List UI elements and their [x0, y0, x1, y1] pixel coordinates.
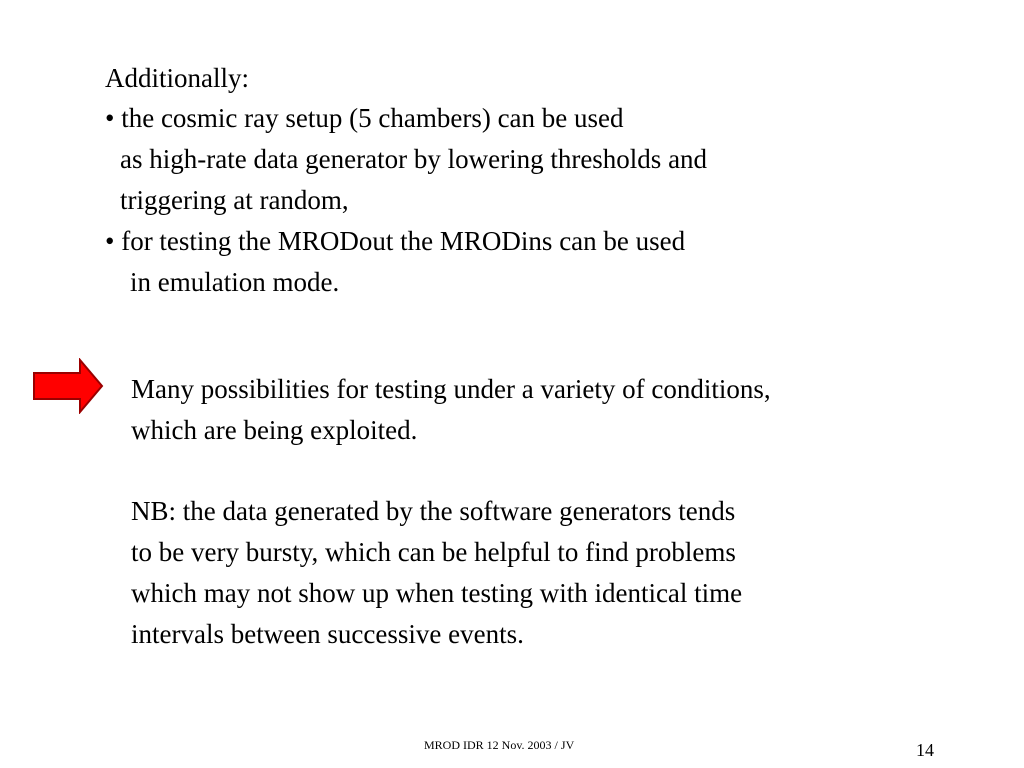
conclusion-line-1: Many possibilities for testing under a variety of conditions, [131, 374, 771, 404]
note-line-2: to be very bursty, which can be helpful to find problems [131, 537, 736, 567]
page-number: 14 [916, 740, 934, 760]
note-line-3: which may not show up when testing with identical time [131, 578, 743, 608]
bullet-cosmic-ray-line-1: • the cosmic ray setup (5 chambers) can be used [105, 103, 624, 133]
conclusion-line-2: which are being exploited. [131, 415, 418, 445]
bullet-mrodout-line-2: in emulation mode. [130, 267, 340, 297]
note-line-1: NB: the data generated by the software generators tends [131, 496, 736, 526]
note-line-4: intervals between successive events. [131, 619, 524, 649]
bullet-cosmic-ray-line-3: triggering at random, [120, 185, 349, 215]
right-arrow-icon [32, 358, 104, 414]
bullet-cosmic-ray-line-2: as high-rate data generator by lowering thresholds and [120, 144, 708, 174]
intro-heading: Additionally: [105, 63, 249, 93]
bullet-mrodout-line-1: • for testing the MRODout the MRODins can be used [105, 226, 686, 256]
footer-text: MROD IDR 12 Nov. 2003 / JV [424, 738, 575, 752]
